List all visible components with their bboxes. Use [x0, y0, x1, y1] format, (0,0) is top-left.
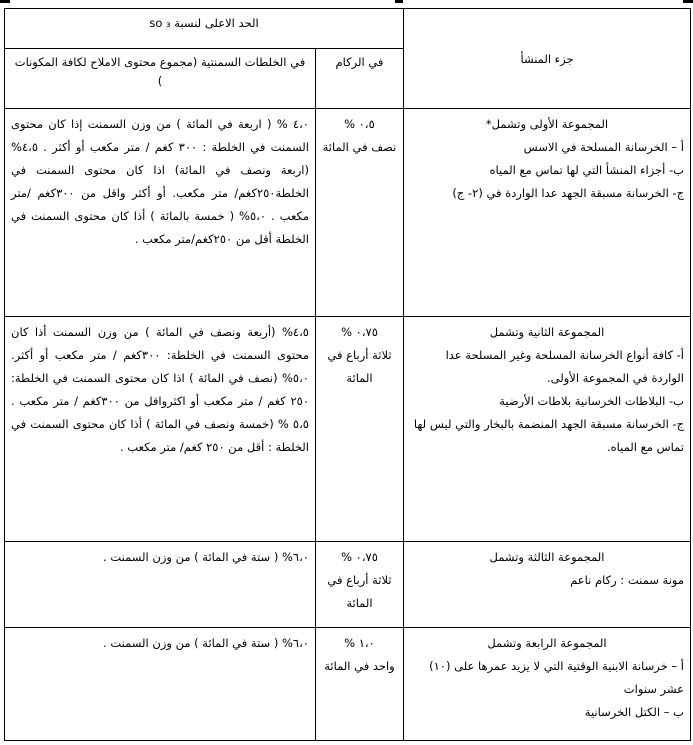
group-title: المجموعة الثانية وتشمل: [489, 325, 605, 339]
aggregate-limit-cell: [316, 109, 404, 317]
cement-limit-cell: ٦،٠% ( ستة في المائة ) من وزن السمنت .: [5, 542, 316, 628]
group-item: أ- كافة أنواع الخرسانة المسلحة وغير المسلحة عدا الواردة في المجموعة الأولى.: [445, 348, 684, 385]
group-cell: [404, 109, 691, 317]
aggregate-limit-value: ١،٠ %: [344, 636, 375, 650]
aggregate-limit-value: ٠،٧٥ %: [341, 325, 378, 339]
aggregate-limit-cell: [316, 317, 404, 542]
group-title: المجموعة الرابعة وتشمل: [487, 636, 607, 650]
aggregate-limit-words: واحد في المائة: [324, 659, 395, 673]
group-item: ج- الخرسانة مسبقة الجهد المنضمة بالبخار والتي ليس لها تماس مع المياه.: [413, 417, 684, 454]
group-item: ب- البلاطات الخرسانية بلاطات الأرضية: [499, 394, 684, 408]
sulfate-limits-table: [4, 8, 691, 741]
group-item: ج- الخرسانة مسبقة الجهد عدا الواردة في (٢- ج): [452, 186, 684, 200]
group-cell: [404, 542, 691, 628]
aggregate-limit-cell: [316, 542, 404, 628]
group-item: أ – الخرسانة المسلحة في الاسس: [523, 140, 684, 154]
table-row: [5, 109, 691, 317]
aggregate-header: في الركام: [316, 49, 404, 109]
max-limit-header: الحد الاعلى لنسبة so ₃: [5, 9, 404, 49]
group-title: المجموعة الأولى وتشمل*: [485, 117, 609, 131]
cement-limit-cell: ٦،٠% ( ستة في المائة ) من وزن السمنت .: [5, 628, 316, 741]
header-row-top: [5, 9, 691, 49]
cement-limit-cell: ٤،٠ % ( اربعة في المائة ) من وزن السمنت إذا كان محتوى السمنت في الخلطة : ٣٠٠ كغم / متر مكعب أو أكثر . ٤،٥% (اربعة ونصف في المائة) اذا كان محتوى السمنت في الخلطة٢٥٠كغم/ متر مكعب. أو أكثر واقل من ٣٠٠كغم /متر مكعب . ٥،٠% ( خمسة بالمائة ) أذا كان محتوى السمنت في الخلطة أقل من ٢٥٠كغم/متر مكعب .: [5, 109, 316, 317]
aggregate-limit-value: ٠،٥ %: [344, 117, 375, 131]
aggregate-limit-value: ٠،٧٥ %: [341, 550, 378, 564]
cement-limit-cell: ٤،٥% (أربعة ونصف في المائة ) من وزن السمنت أذا كان محتوى السمنت في الخلطة: ٣٠٠كغم / متر مكعب أو أكثر. ٥،٠% (نصف في المائة ) اذا كان محتوى السمنت في الخلطة: ٢٥٠ كغم / متر مكعب أو اكثرواقل من ٣٠٠كغم / متر مكعب . ٥،٥ % (خمسة ونصف في المائة ) أذا كان محتوى السمنت في الخلطة : أقل من ٢٥٠ كغم/ متر مكعب .: [5, 317, 316, 542]
aggregate-limit-words: ثلاثة أرباع في المائة: [327, 573, 392, 610]
table-row: [5, 317, 691, 542]
top-border-fragments: [0, 0, 693, 3]
part-header: جزء المنشأ: [404, 9, 691, 109]
group-item: ب- أجزاء المنشأ التي لها تماس مع المياه: [489, 163, 684, 177]
table-row: [5, 628, 691, 741]
group-item: ب – الكتل الخرسانية: [584, 705, 684, 719]
group-cell: [404, 317, 691, 542]
aggregate-limit-words: ثلاثة أرباع في المائة: [327, 348, 392, 385]
group-title: المجموعة الثالثة وتشمل: [489, 550, 605, 564]
cement-mix-header: في الخلطات السمنتية (مجموع محتوى الاملاح لكافة المكونات ): [5, 49, 316, 109]
aggregate-limit-words: نصف في المائة: [322, 140, 397, 154]
aggregate-limit-cell: [316, 628, 404, 741]
table-row: [5, 542, 691, 628]
group-cell: [404, 628, 691, 741]
group-item: مونة سمنت : ركام ناعم: [570, 573, 684, 587]
group-item: أ – خرسانة الابنية الوقتية التي لا يزيد عمرها على (١٠) عشر سنوات: [429, 659, 684, 696]
